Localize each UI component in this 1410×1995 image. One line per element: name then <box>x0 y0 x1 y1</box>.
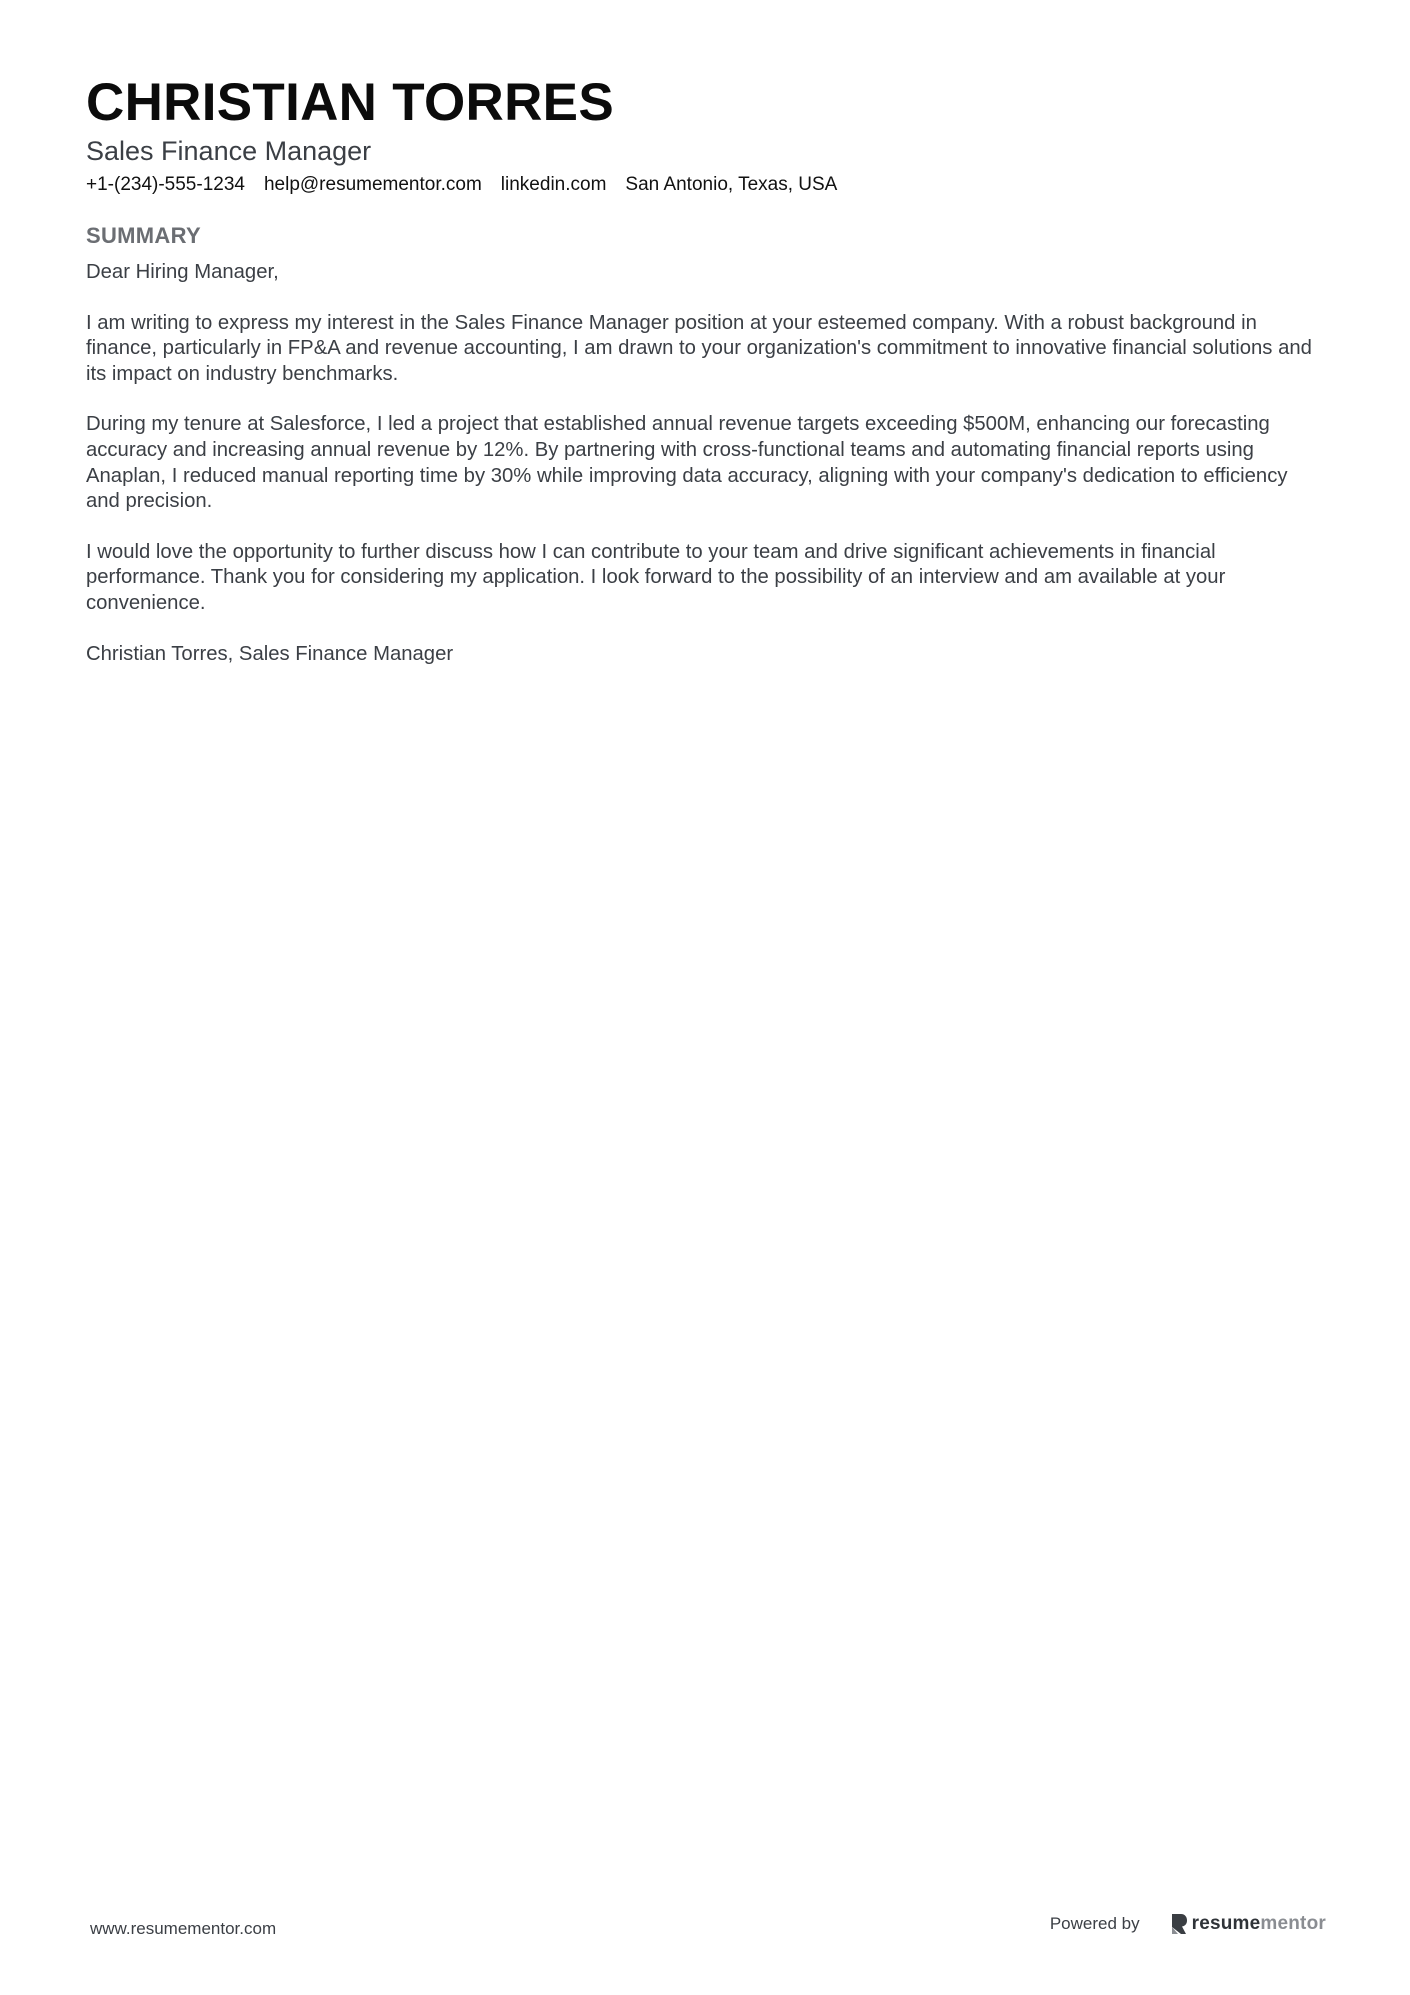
phone-number: +1-(234)-555-1234 <box>86 174 245 195</box>
candidate-name: CHRISTIAN TORRES <box>86 73 614 132</box>
signature-line: Christian Torres, Sales Finance Manager <box>86 642 454 665</box>
header <box>86 72 1326 198</box>
footer-website[interactable]: www.resumementor.com <box>90 1919 277 1938</box>
salutation: Dear Hiring Manager, <box>86 261 279 283</box>
email-address[interactable]: help@resumementor.com <box>263 174 482 195</box>
footer-branding <box>1050 1912 1326 1936</box>
brand-name-light: mentor <box>1260 1913 1326 1934</box>
brand-name-bold: resume <box>1191 1913 1261 1934</box>
job-title: Sales Finance Manager <box>86 136 372 166</box>
brand-logo[interactable] <box>1170 1912 1326 1936</box>
resumementor-logo-icon <box>1170 1913 1188 1935</box>
body-paragraph: I am writing to express my interest in the Sales Finance Manager position at your esteemed company. With a robust background in finance, particularly in FP&A and revenue accounting, I am drawn to your organization's commitment to innovative financial solutions and its impact on industry benchmarks. <box>86 311 1312 385</box>
powered-by-label: Powered by <box>1049 1914 1140 1933</box>
body-paragraph: During my tenure at Salesforce, I led a project that established annual revenue targets exceeding $500M, enhancing our forecasting accuracy and increasing annual revenue by 12%. By partnering with cross-functional teams and automating financial reports using Anaplan, I reduced manual reporting time by 30% while improving data accuracy, aligning with your company's dedication to efficiency and precision. <box>86 413 1288 513</box>
linkedin-link[interactable]: linkedin.com <box>500 174 607 195</box>
body-paragraph: I would love the opportunity to further discuss how I can contribute to your team and drive significant achievements in financial performance. Thank you for considering my application. I look forward to the possibility of an interview and am available at your convenience. <box>86 540 1226 614</box>
location: San Antonio, Texas, USA <box>625 174 838 195</box>
summary-section <box>86 222 1326 692</box>
brand-name <box>1192 1912 1326 1936</box>
contact-info <box>86 172 1326 198</box>
section-title: SUMMARY <box>86 223 201 248</box>
